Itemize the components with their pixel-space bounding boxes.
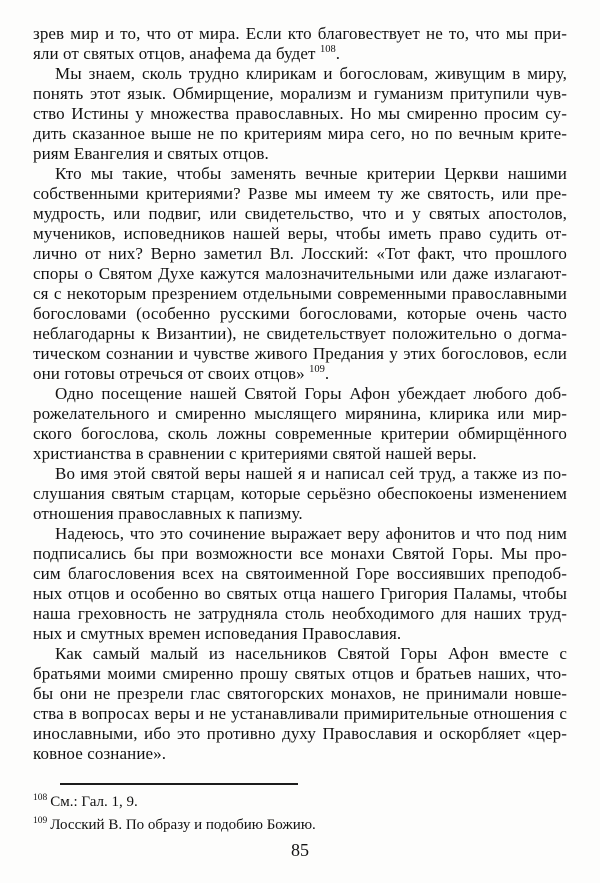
body-line: христианства в сравнении с критериями святой нашей веры. [33, 444, 477, 463]
body-line: ных отцов и особенно во святых отца нашего Григория Паламы, чтобы [33, 584, 567, 603]
body-line: споры о Святом Духе кажутся малозначительными или даже излагают- [33, 264, 567, 283]
body-line: яли от святых отцов, анафема да будет $^{108}$. [33, 44, 341, 63]
body-line: бы они не презрели глас святогорских монахов, не принимали новше- [33, 684, 567, 703]
body-line: инославными, ибо это противно духу Православия и оскорбляет «цер- [33, 724, 567, 743]
body-line: отношения православных к папизму. [33, 504, 303, 523]
footnotes [33, 791, 567, 837]
body-line: лично от них? Верно заметил Вл. Лосский: «Тот факт, что прошлого [33, 244, 567, 263]
footnote-divider [60, 783, 298, 785]
body-line: ных и смутных времен исповедания Православия. [33, 624, 402, 643]
footnote: $^{109}$ Лосский В. По образу и подобию Божию. [33, 816, 316, 833]
paragraph [33, 384, 567, 464]
body-line: зрев мир и то, что от мира. Если кто благовествует не то, что мы при- [33, 24, 567, 43]
paragraph [33, 644, 567, 764]
body-line: собственными критериями? Разве мы имеем ту же святость, или пре- [33, 184, 567, 203]
body-line: рожелательного и смиренно мыслящего мирянина, клирика или мир- [33, 404, 567, 423]
body-line: ства в вопросах веры и не устанавливали примирительные отношения с [33, 704, 567, 723]
body-line: понять этот язык. Обмирщение, морализм и гуманизм притупили чув- [33, 84, 567, 103]
body-line: сим благословения всех на святоименной Горе воссиявших преподоб- [33, 564, 567, 583]
paragraph [33, 164, 567, 384]
body-line: богословами (особенно русскими богословами, которые очень часто [33, 304, 567, 323]
body-line: Одно посещение нашей Святой Горы Афон убеждает любого доб- [55, 384, 567, 403]
body-line: Кто мы такие, чтобы заменять вечные критерии Церкви нашими [55, 164, 567, 183]
body-line: слушания святым старцам, которые серьёзно обеспокоены изменением [33, 484, 567, 503]
page-number: 85 [291, 840, 309, 860]
body-line: Надеюсь, что это сочинение выражает веру афонитов и что под ним [55, 524, 567, 543]
paragraph [33, 464, 567, 524]
body-line: Мы знаем, сколь трудно клирикам и богословам, живущим в миру, [55, 64, 567, 83]
body-line: дить сказанное выше не по критериям мира сего, но по вечным крите- [33, 124, 567, 143]
paragraph [33, 24, 567, 64]
body-line: ского богослова, сколь ложны современные критерии обмирщённого [33, 424, 567, 443]
body-line: подписались бы при возможности все монахи Святой Горы. Мы про- [33, 544, 567, 563]
text-column [33, 24, 567, 764]
body-line: наша греховность не затрудняла столь необходимого для наших труд- [33, 604, 567, 623]
body-line: ство Истины у множества православных. Но мы смиренно просим су- [33, 104, 567, 123]
paragraph [33, 64, 567, 164]
body-line: неблагодарны к Византии), не свидетельствует положительно о догма- [33, 324, 567, 343]
body-line: ся с некоторым презрением отдельными современными православными [33, 284, 567, 303]
footnote-ref: 109 [309, 364, 325, 375]
body-line: мудрость, или подвиг, или свидетельство, что и у святых апостолов, [33, 204, 567, 223]
body-line: они готовы отречься от своих отцов» $^{109}$. [33, 364, 330, 383]
body-line: мучеников, исповедников нашей веры, чтобы иметь право судить от- [33, 224, 567, 243]
footnote-marker: 109 [33, 816, 48, 826]
footnote: $^{108}$ См.: Гал. 1, 9. [33, 793, 138, 810]
footnote-marker: 108 [33, 793, 48, 803]
paragraph [33, 524, 567, 644]
body-line: тическом сознании и чувстве живого Предания у этих богословов, если [33, 344, 567, 363]
body-line: братьями моими смиренно прошу святых отцов и братьев наших, что- [33, 664, 567, 683]
body-line: риям Евангелия и святых отцов. [33, 144, 269, 163]
body-line: Как самый малый из насельников Святой Горы Афон вместе с [55, 644, 567, 663]
footnote-ref: 108 [319, 44, 336, 55]
body-line: Во имя этой святой веры нашей я и написал сей труд, а также из по- [55, 464, 567, 483]
body-line: ковное сознание». [33, 744, 167, 763]
